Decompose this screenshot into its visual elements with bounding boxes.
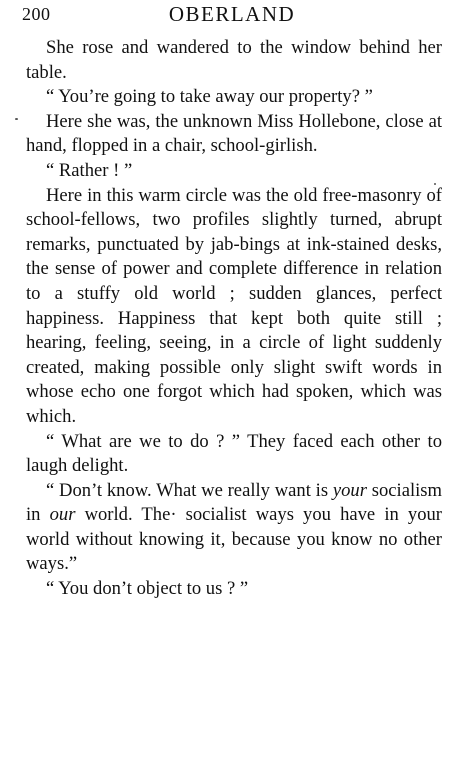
page-number: 200 [22, 4, 51, 24]
running-head [22, 2, 442, 26]
print-speck [434, 183, 436, 185]
paragraph-8: “ You don’t object to us ? ” [46, 578, 249, 600]
paragraph-2: “ You’re going to take away our property? ” [46, 86, 373, 108]
book-title: OBERLAND [168, 2, 296, 26]
paragraph-3: Here she was, the unknown Miss Hollebone, close at hand, flopped in a chair, school-girlish. [26, 110, 442, 157]
paragraph-7-part-2: socialism in [26, 479, 442, 526]
paragraph-4: “ Rather ! ” [46, 159, 133, 181]
paragraph-1: She rose and wandered to the window behind her table. [26, 37, 442, 83]
paragraph-6: “ What are we to do ? ” They faced each other to laugh delight. [26, 430, 442, 477]
body-text [26, 36, 442, 602]
paragraph-5: Here in this warm circle was the old free-masonry of school-fellows, two profiles slightly turned, abrupt remarks, punctuated by jab-bings at ink-stained desks, the sense of power and complete difference in relation to a stuffy old world ; sudden glances, perfect happiness. Happiness that kept both quite still ; hearing, feeling, seeing, in a circle of light suddenly created, making possible only slight swift words in whose echo one forgot which had spoken, which was which. [26, 184, 442, 427]
emphasis-our: our [49, 504, 76, 526]
emphasis-your: your [332, 479, 367, 501]
paragraph-7-part-1: “ Don’t know. What we really want is [46, 479, 333, 501]
paragraph-7 [26, 479, 442, 577]
print-speck [15, 118, 18, 120]
paragraph-7-part-3: world. The· socialist ways you have in your world without knowing it, because you know no other ways.” [26, 504, 442, 575]
